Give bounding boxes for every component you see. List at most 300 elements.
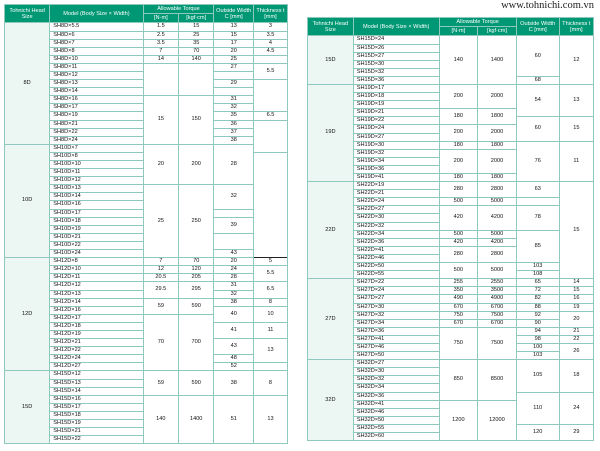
torque-nm-cell: 7 — [143, 258, 178, 266]
outside-width-cell: 38 — [214, 298, 254, 306]
torque-table-left — [4, 4, 288, 444]
model-cell: SH8D×7 — [50, 39, 143, 47]
model-cell: SH8D×24 — [50, 136, 143, 144]
thickness-cell: 29 — [559, 424, 593, 440]
torque-nm-cell: 180 — [439, 141, 478, 149]
model-cell: SH15D×12 — [50, 371, 143, 379]
outside-width-cell: 65 — [516, 279, 559, 287]
torque-kgf-cell: 2550 — [478, 279, 517, 287]
model-cell: SH10D×24 — [50, 250, 143, 258]
head-size-cell: 8D — [5, 23, 50, 144]
outside-width-cell: 25 — [214, 55, 254, 63]
header-head-size: Tohnichi Head Size — [308, 18, 354, 36]
model-cell: SH10D×22 — [50, 241, 143, 249]
torque-nm-cell: 280 — [439, 182, 478, 198]
outside-width-cell: 40 — [214, 306, 254, 322]
outside-width-cell: 13 — [214, 23, 254, 31]
outside-width-cell: 85 — [516, 230, 559, 262]
model-cell: SH10D×13 — [50, 185, 143, 193]
model-cell: SH15D×27 — [353, 52, 439, 60]
header-thickness: Thickness t [mm] — [559, 18, 593, 36]
model-cell: SH8D×5.5 — [50, 23, 143, 31]
thickness-cell: 16 — [559, 295, 593, 303]
model-cell: SH19D×17 — [353, 84, 439, 92]
model-cell: SH8D×8 — [50, 47, 143, 55]
head-size-cell: 22D — [308, 182, 354, 279]
thickness-cell — [254, 55, 288, 63]
torque-kgf-cell: 590 — [179, 298, 214, 314]
torque-nm-cell: 140 — [143, 395, 178, 444]
model-cell: SH8D×10 — [50, 55, 143, 63]
outside-width-cell: 31 — [214, 96, 254, 104]
outside-width-cell: 120 — [516, 424, 559, 440]
header-unit-kgf-cm: [kgf·cm] — [478, 27, 517, 36]
model-cell: SH15D×13 — [50, 379, 143, 387]
model-cell: SH27D×32 — [353, 311, 439, 319]
torque-nm-cell: 750 — [439, 327, 478, 359]
model-cell: SH10D×16 — [50, 201, 143, 209]
model-cell: SH12D×11 — [50, 274, 143, 282]
outside-width-cell: 60 — [516, 36, 559, 76]
torque-kgf-cell: 8500 — [478, 360, 517, 400]
torque-nm-cell: 59 — [143, 371, 178, 395]
outside-width-cell: 110 — [516, 392, 559, 424]
torque-nm-cell: 140 — [439, 36, 478, 85]
torque-nm-cell: 670 — [439, 319, 478, 327]
model-cell: SH10D×10 — [50, 161, 143, 169]
model-cell: SH19D×34 — [353, 157, 439, 165]
torque-kgf-cell — [179, 63, 214, 95]
model-cell: SH12D×17 — [50, 314, 143, 322]
outside-width-cell: 28 — [214, 274, 254, 282]
outside-width-cell — [516, 198, 559, 206]
torque-kgf-cell: 5000 — [478, 198, 517, 206]
model-cell: SH8D×12 — [50, 71, 143, 79]
torque-kgf-cell: 140 — [179, 55, 214, 63]
model-cell: SH10D×21 — [50, 233, 143, 241]
torque-nm-cell: 70 — [143, 314, 178, 371]
torque-kgf-cell: 7500 — [478, 327, 517, 359]
torque-kgf-cell: 1800 — [478, 109, 517, 125]
model-cell: SH27D×24 — [353, 287, 439, 295]
outside-width-cell: 63 — [516, 182, 559, 198]
torque-nm-cell: 500 — [439, 263, 478, 279]
table-row — [308, 360, 594, 368]
model-cell: SH22D×36 — [353, 238, 439, 246]
torque-nm-cell: 3.5 — [143, 39, 178, 47]
model-cell: SH32D×41 — [353, 400, 439, 408]
model-cell: SH15D×19 — [50, 420, 143, 428]
outside-width-cell: 39 — [214, 217, 254, 233]
thickness-cell: 15 — [559, 182, 593, 279]
thickness-cell: 5 — [254, 258, 288, 266]
model-cell: SH22D×30 — [353, 214, 439, 222]
thickness-cell: 18 — [559, 360, 593, 392]
torque-kgf-cell: 2800 — [478, 246, 517, 262]
outside-width-cell: 43 — [214, 339, 254, 355]
model-cell: SH22D×34 — [353, 230, 439, 238]
thickness-cell: 3.5 — [254, 31, 288, 39]
torque-kgf-cell: 1400 — [179, 395, 214, 444]
torque-kgf-cell: 700 — [179, 314, 214, 371]
torque-nm-cell: 1.5 — [143, 23, 178, 31]
model-cell: SH10D×12 — [50, 177, 143, 185]
model-cell: SH27D×46 — [353, 343, 439, 351]
torque-nm-cell: 255 — [439, 279, 478, 287]
head-size-cell: 32D — [308, 360, 354, 441]
thickness-cell: 6.5 — [254, 112, 288, 120]
model-cell: SH8D×22 — [50, 128, 143, 136]
header-unit-kgf-cm: [kgf·cm] — [179, 14, 214, 23]
model-cell: SH8D×13 — [50, 80, 143, 88]
model-cell: SH22D×46 — [353, 254, 439, 262]
model-cell: SH12D×27 — [50, 363, 143, 371]
torque-kgf-cell: 6700 — [478, 303, 517, 311]
model-cell: SH32D×50 — [353, 416, 439, 424]
outside-width-cell: 90 — [516, 319, 559, 327]
thickness-cell: 22 — [559, 335, 593, 343]
thickness-cell: 11 — [254, 322, 288, 338]
torque-kgf-cell: 12000 — [478, 400, 517, 440]
model-cell: SH8D×21 — [50, 120, 143, 128]
model-cell: SH19D×19 — [353, 101, 439, 109]
torque-nm-cell: 350 — [439, 287, 478, 295]
model-cell: SH22D×19 — [353, 182, 439, 190]
torque-kgf-cell: 200 — [179, 144, 214, 184]
model-cell: SH15D×17 — [50, 403, 143, 411]
outside-width-cell: 32 — [214, 104, 254, 112]
thickness-cell: 13 — [254, 395, 288, 444]
model-cell: SH15D×26 — [353, 44, 439, 52]
model-cell: SH22D×24 — [353, 198, 439, 206]
outside-width-cell: 32 — [214, 185, 254, 209]
torque-nm-cell: 420 — [439, 238, 478, 246]
torque-kgf-cell: 295 — [179, 282, 214, 298]
model-cell: SH8D×19 — [50, 112, 143, 120]
outside-width-cell — [214, 88, 254, 96]
model-cell: SH10D×19 — [50, 225, 143, 233]
outside-width-cell: 108 — [516, 271, 559, 279]
model-cell: SH27D×34 — [353, 319, 439, 327]
head-size-cell: 27D — [308, 279, 354, 360]
model-cell: SH8D×14 — [50, 88, 143, 96]
model-cell: SH8D×16 — [50, 96, 143, 104]
torque-nm-cell — [143, 63, 178, 95]
model-cell: SH22D×50 — [353, 263, 439, 271]
torque-kgf-cell: 3500 — [478, 287, 517, 295]
model-cell: SH19D×36 — [353, 165, 439, 173]
outside-width-cell: 37 — [214, 128, 254, 136]
model-cell: SH10D×18 — [50, 217, 143, 225]
outside-width-cell: 76 — [516, 141, 559, 181]
model-cell: SH12D×18 — [50, 322, 143, 330]
outside-width-cell — [214, 209, 254, 217]
torque-kgf-cell: 590 — [179, 371, 214, 395]
model-cell: SH8D×11 — [50, 63, 143, 71]
model-cell: SH10D×7 — [50, 144, 143, 152]
thickness-cell: 24 — [559, 392, 593, 424]
thickness-cell: 26 — [559, 343, 593, 359]
torque-kgf-cell: 6700 — [478, 319, 517, 327]
model-cell: SH22D×27 — [353, 206, 439, 214]
model-cell: SH12D×10 — [50, 266, 143, 274]
model-cell: SH19D×32 — [353, 149, 439, 157]
torque-nm-cell: 200 — [439, 84, 478, 108]
thickness-cell: 19 — [559, 303, 593, 311]
table-row — [5, 23, 288, 31]
header-thickness: Thickness t [mm] — [254, 5, 288, 23]
model-cell: SH27D×27 — [353, 295, 439, 303]
outside-width-cell: 52 — [214, 363, 254, 371]
outside-width-cell: 29 — [214, 80, 254, 88]
model-cell: SH15D×32 — [353, 68, 439, 76]
outside-width-cell: 100 — [516, 343, 559, 351]
torque-kgf-cell: 250 — [179, 185, 214, 258]
torque-kgf-cell: 2000 — [478, 125, 517, 141]
model-cell: SH22D×21 — [353, 190, 439, 198]
torque-kgf-cell: 70 — [179, 47, 214, 55]
thickness-cell: 3 — [254, 23, 288, 31]
model-cell: SH12D×8 — [50, 258, 143, 266]
model-cell: SH27D×50 — [353, 352, 439, 360]
thickness-cell: 21 — [559, 327, 593, 335]
outside-width-cell — [214, 233, 254, 249]
model-cell: SH12D×21 — [50, 339, 143, 347]
model-cell: SH15D×18 — [50, 411, 143, 419]
table-row — [308, 36, 594, 44]
outside-width-cell: 82 — [516, 295, 559, 303]
thickness-cell — [254, 120, 288, 152]
model-cell: SH27D×36 — [353, 327, 439, 335]
torque-nm-cell: 670 — [439, 303, 478, 311]
outside-width-cell: 88 — [516, 303, 559, 311]
model-cell: SH15D×30 — [353, 60, 439, 68]
model-cell: SH22D×32 — [353, 222, 439, 230]
model-cell: SH19D×24 — [353, 125, 439, 133]
outside-width-cell: 20 — [214, 47, 254, 55]
torque-kgf-cell: 2000 — [478, 149, 517, 173]
model-cell: SH32D×55 — [353, 424, 439, 432]
model-cell: SH15D×14 — [50, 387, 143, 395]
model-cell: SH27D×22 — [353, 279, 439, 287]
table-row — [308, 84, 594, 92]
outside-width-cell — [214, 71, 254, 79]
outside-width-cell: 38 — [214, 371, 254, 395]
torque-nm-cell: 850 — [439, 360, 478, 400]
model-cell: SH22D×41 — [353, 246, 439, 254]
model-cell: SH12D×12 — [50, 282, 143, 290]
model-cell: SH8D×17 — [50, 104, 143, 112]
torque-kgf-cell: 4200 — [478, 238, 517, 246]
model-cell: SH19D×18 — [353, 93, 439, 101]
model-cell: SH32D×60 — [353, 433, 439, 441]
outside-width-cell: 17 — [214, 39, 254, 47]
model-cell: SH10D×14 — [50, 193, 143, 201]
outside-width-cell: 15 — [214, 31, 254, 39]
torque-kgf-cell: 15 — [179, 23, 214, 31]
model-cell: SH32D×27 — [353, 360, 439, 368]
head-size-cell: 15D — [308, 36, 354, 85]
torque-nm-cell: 29.5 — [143, 282, 178, 298]
torque-nm-cell: 180 — [439, 174, 478, 182]
outside-width-cell: 92 — [516, 311, 559, 319]
torque-nm-cell: 280 — [439, 246, 478, 262]
torque-nm-cell: 14 — [143, 55, 178, 63]
header-model: Model (Body Size × Width) — [50, 5, 143, 23]
thickness-cell: 14 — [559, 279, 593, 287]
torque-nm-cell: 500 — [439, 230, 478, 238]
outside-width-cell: 72 — [516, 287, 559, 295]
outside-width-cell: 32 — [214, 290, 254, 298]
torque-kgf-cell: 2800 — [478, 182, 517, 198]
torque-nm-cell: 20.5 — [143, 274, 178, 282]
model-cell: SH19D×21 — [353, 109, 439, 117]
torque-nm-cell: 420 — [439, 206, 478, 230]
header-head-size: Tohnichi Head Size — [5, 5, 50, 23]
model-cell: SH12D×22 — [50, 347, 143, 355]
torque-kgf-cell: 4900 — [478, 295, 517, 303]
torque-nm-cell: 2.5 — [143, 31, 178, 39]
thickness-cell: 15 — [559, 287, 593, 295]
model-cell: SH27D×41 — [353, 335, 439, 343]
head-size-cell: 19D — [308, 84, 354, 181]
model-cell: SH19D×22 — [353, 117, 439, 125]
thickness-cell: 4.5 — [254, 47, 288, 55]
model-cell: SH12D×14 — [50, 298, 143, 306]
thickness-cell: 20 — [559, 311, 593, 327]
torque-nm-cell: 1200 — [439, 400, 478, 440]
outside-width-cell: 35 — [214, 112, 254, 120]
model-cell: SH10D×8 — [50, 152, 143, 160]
table-row — [5, 144, 288, 152]
torque-kgf-cell: 70 — [179, 258, 214, 266]
model-cell: SH15D×16 — [50, 395, 143, 403]
torque-kgf-cell: 205 — [179, 274, 214, 282]
header-allowable-torque: Allowable Torque — [143, 5, 214, 14]
model-cell: SH19D×30 — [353, 141, 439, 149]
torque-nm-cell: 200 — [439, 149, 478, 173]
torque-nm-cell: 15 — [143, 96, 178, 145]
header-outside-width: Outside Width C [mm] — [516, 18, 559, 36]
model-cell: SH12D×16 — [50, 306, 143, 314]
outside-width-cell: 24 — [214, 266, 254, 274]
thickness-cell — [254, 80, 288, 112]
outside-width-cell: 31 — [214, 282, 254, 290]
table-row — [308, 279, 594, 287]
torque-nm-cell: 59 — [143, 298, 178, 314]
outside-width-cell: 36 — [214, 120, 254, 128]
header-outside-width: Outside Width C [mm] — [214, 5, 254, 23]
torque-nm-cell: 180 — [439, 109, 478, 125]
torque-kgf-cell: 7500 — [478, 311, 517, 319]
torque-kgf-cell: 25 — [179, 31, 214, 39]
table-row — [308, 182, 594, 190]
outside-width-cell: 28 — [214, 144, 254, 184]
torque-kgf-cell: 5000 — [478, 263, 517, 279]
header-allowable-torque: Allowable Torque — [439, 18, 516, 27]
thickness-cell: 13 — [559, 84, 593, 116]
torque-kgf-cell: 2000 — [478, 84, 517, 108]
thickness-cell: 4 — [254, 39, 288, 47]
outside-width-cell: 98 — [516, 335, 559, 343]
torque-kgf-cell: 4200 — [478, 206, 517, 230]
thickness-cell: 10 — [254, 306, 288, 322]
torque-kgf-cell: 1800 — [478, 141, 517, 149]
outside-width-cell: 41 — [214, 322, 254, 338]
torque-nm-cell: 490 — [439, 295, 478, 303]
torque-nm-cell: 500 — [439, 198, 478, 206]
outside-width-cell: 27 — [214, 63, 254, 71]
torque-kgf-cell: 1400 — [478, 36, 517, 85]
torque-nm-cell: 25 — [143, 185, 178, 258]
table-row — [5, 258, 288, 266]
model-cell: SH15D×21 — [50, 428, 143, 436]
model-cell: SH32D×46 — [353, 408, 439, 416]
head-size-cell: 10D — [5, 144, 50, 257]
header-unit-nm: [N·m] — [143, 14, 178, 23]
model-cell: SH8D×6 — [50, 31, 143, 39]
model-cell: SH19D×41 — [353, 174, 439, 182]
torque-table-right — [307, 17, 594, 441]
thickness-cell: 15 — [559, 117, 593, 141]
model-cell: SH10D×17 — [50, 209, 143, 217]
outside-width-cell: 105 — [516, 360, 559, 392]
outside-width-cell: 68 — [516, 76, 559, 84]
outside-width-cell: 48 — [214, 355, 254, 363]
outside-width-cell: 60 — [516, 117, 559, 141]
outside-width-cell: 43 — [214, 250, 254, 258]
thickness-cell — [254, 363, 288, 371]
outside-width-cell: 54 — [516, 84, 559, 116]
site-url[interactable]: www.tohnichi.com.vn — [501, 0, 594, 11]
outside-width-cell: 20 — [214, 258, 254, 266]
torque-nm-cell: 7 — [143, 47, 178, 55]
header-unit-nm: [N·m] — [439, 27, 478, 36]
model-cell: SH22D×55 — [353, 271, 439, 279]
model-cell: SH32D×30 — [353, 368, 439, 376]
torque-nm-cell: 20 — [143, 144, 178, 184]
thickness-cell: 11 — [559, 141, 593, 181]
model-cell: SH32D×32 — [353, 376, 439, 384]
model-cell: SH15D×22 — [50, 436, 143, 444]
torque-kgf-cell: 150 — [179, 96, 214, 145]
model-cell: SH27D×30 — [353, 303, 439, 311]
torque-kgf-cell: 1800 — [478, 174, 517, 182]
model-cell: SH12D×19 — [50, 330, 143, 338]
torque-nm-cell: 200 — [439, 125, 478, 141]
torque-kgf-cell: 5000 — [478, 230, 517, 238]
outside-width-cell: 51 — [214, 395, 254, 444]
thickness-cell: 8 — [254, 298, 288, 306]
model-cell: SH32D×34 — [353, 384, 439, 392]
table-row — [5, 371, 288, 379]
thickness-cell: 8 — [254, 371, 288, 395]
torque-nm-cell: 750 — [439, 311, 478, 319]
header-model: Model (Body Size × Width) — [353, 18, 439, 36]
model-cell: SH15D×36 — [353, 76, 439, 84]
outside-width-cell: 38 — [214, 136, 254, 144]
model-cell: SH19D×27 — [353, 133, 439, 141]
thickness-cell: 13 — [254, 339, 288, 363]
thickness-cell: 5.5 — [254, 266, 288, 282]
torque-kgf-cell: 35 — [179, 39, 214, 47]
head-size-cell: 12D — [5, 258, 50, 371]
model-cell: SH12D×24 — [50, 355, 143, 363]
outside-width-cell: 103 — [516, 352, 559, 360]
model-cell: SH15D×24 — [353, 36, 439, 44]
outside-width-cell: 78 — [516, 206, 559, 230]
outside-width-cell: 103 — [516, 263, 559, 271]
